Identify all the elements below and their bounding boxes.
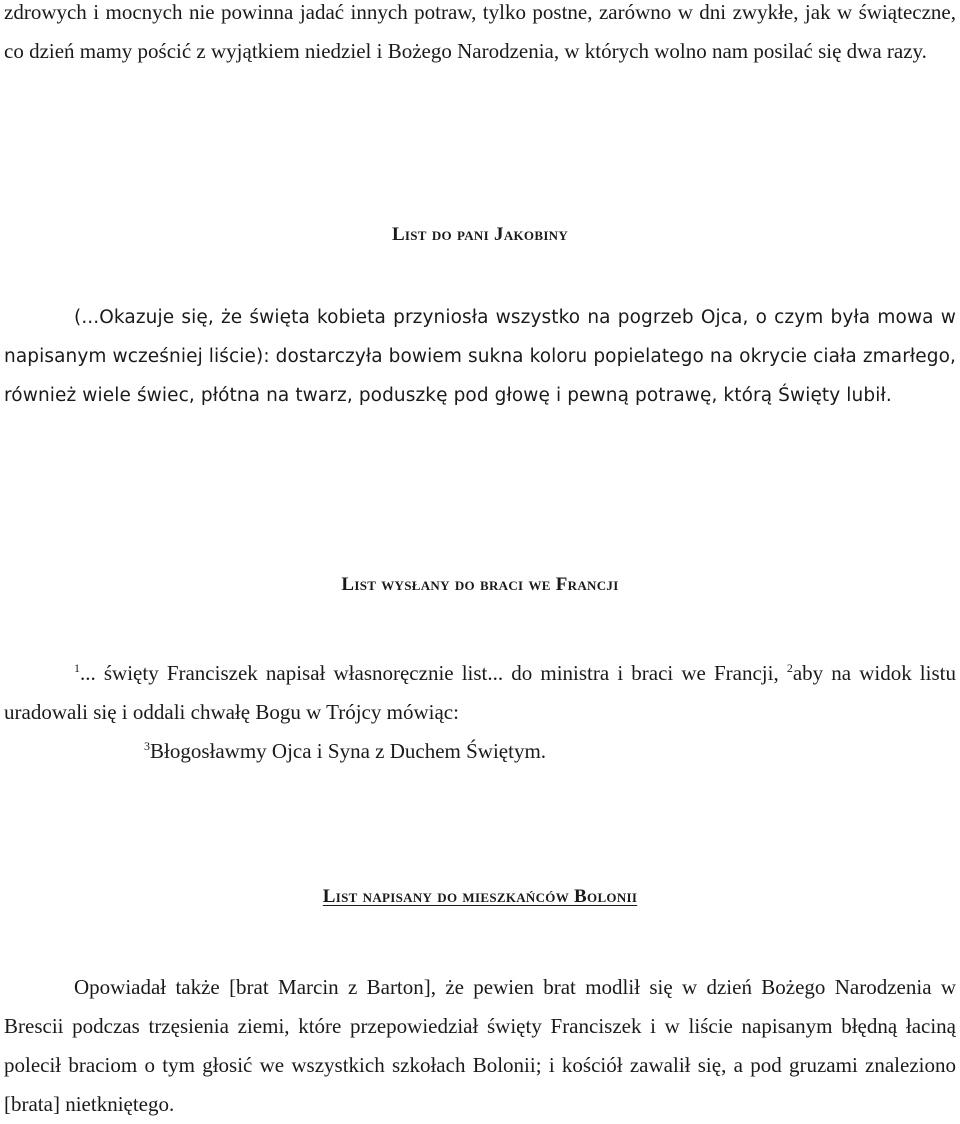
intro-paragraph: zdrowych i mocnych nie powinna jadać innych potraw, tylko postne, zarówno w dni zwykłe, jak w świąteczne, co dzień mamy pościć z wyjątkiem niedziel i Bożego Narodzenia, w których wolno nam posilać się dwa razy.: [4, 0, 956, 63]
verse-text: ... święty Franciszek napisał własnoręcznie list... do ministra i braci we Francji,: [80, 661, 787, 685]
bolonia-paragraph: Opowiadał także [brat Marcin z Barton], że pewien brat modlił się w dzień Bożego Narodzenia w Brescii podczas trzęsienia ziemi, które przepowiedział święty Franciszek i w liście napisanym błędną łaciną polecił braciom o tym głosić we wszystkich szkołach Bolonii; i kościół zawalił się, a pod gruzami znaleziono [brata] nietkniętego.: [4, 975, 956, 1116]
verse-line: [4, 732, 956, 771]
verse-text: aby na widok listu uradowali się i oddali chwałę Bogu w Trójcy mówiąc:: [4, 661, 956, 724]
verse-number: 3: [144, 739, 150, 753]
verse-text: Błogosławmy Ojca i Syna z Duchem Świętym.: [150, 739, 547, 763]
jakobina-paragraph: (...Okazuje się, że święta kobieta przyniosła wszystko na pogrzeb Ojca, o czym była mowa w napisanym wcześniej liście): dostarczyła bowiem sukna koloru popielatego na okrycie ciała zmarłego, również wiele świec, płótna na twarz, poduszkę pod głowę i pewną potrawę, którą Święty lubił.: [4, 307, 956, 406]
section-heading-francja: List wysłany do braci we Francji: [341, 574, 619, 595]
section-heading-bolonia: List napisany do mieszkańców Bolonii: [322, 886, 638, 907]
verse-number: 1: [74, 661, 80, 675]
verse-number: 2: [786, 661, 793, 675]
francja-paragraph: [4, 654, 956, 771]
section-heading-jakobina: List do pani Jakobiny: [391, 224, 569, 245]
